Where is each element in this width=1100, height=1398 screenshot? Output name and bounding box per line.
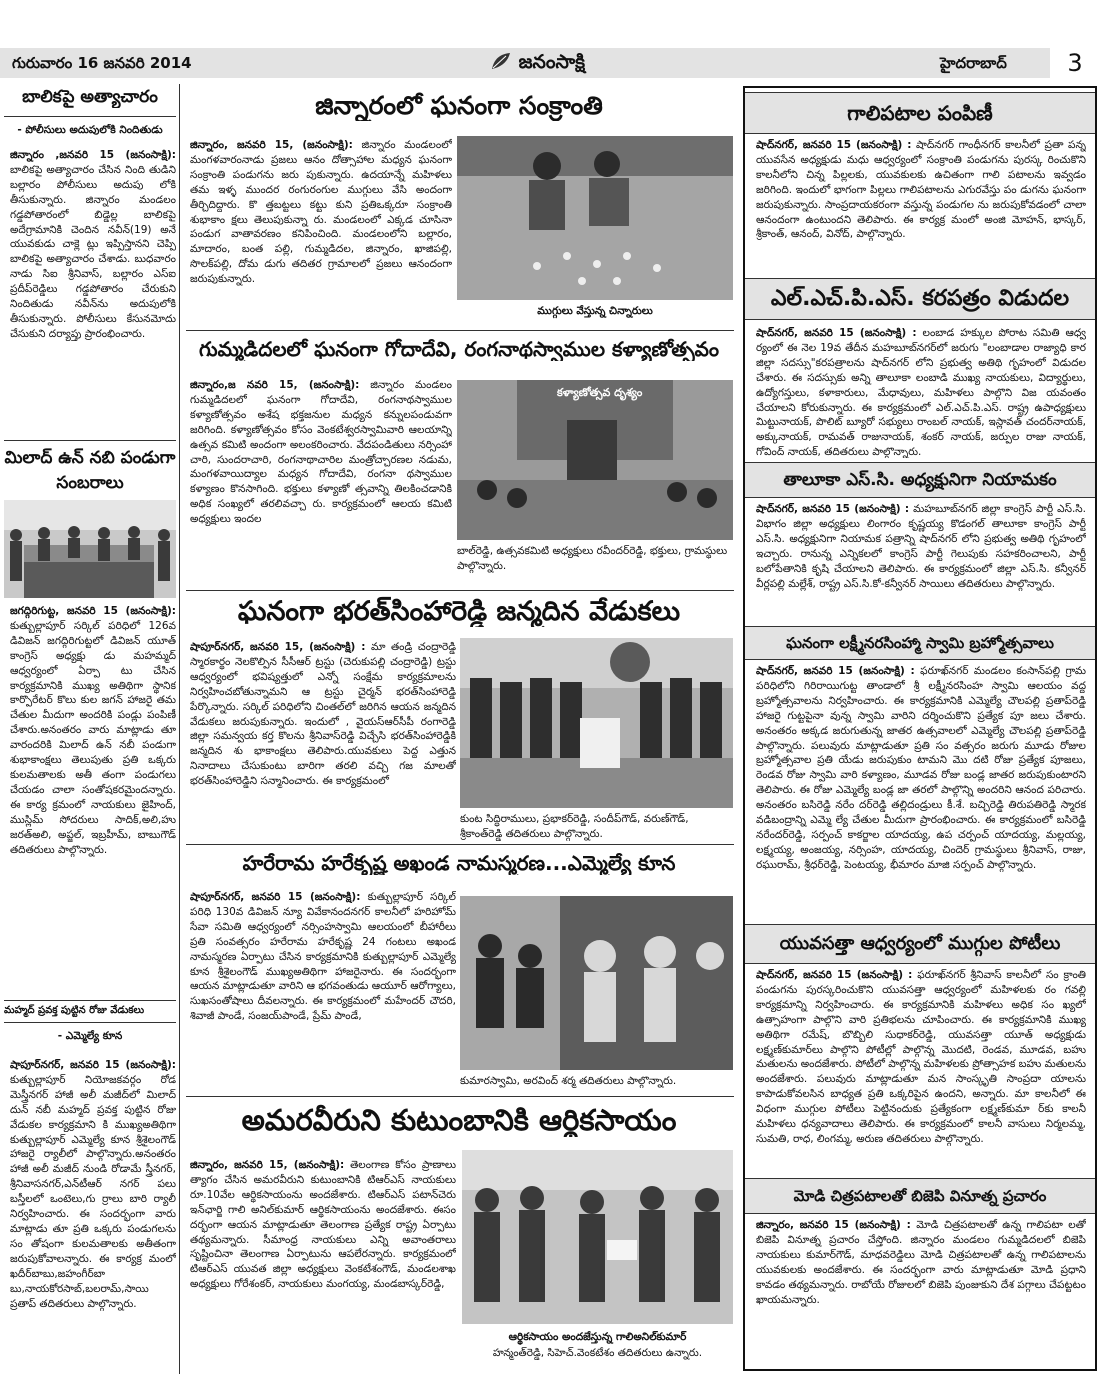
photo-caption-4: కుమారస్వామి, అరవింద్ శర్మ తదితరులు పాల్గొన్నారు. <box>460 1075 677 1087</box>
left-article-2 <box>10 604 176 996</box>
harerama-photo <box>460 896 733 1070</box>
photo-banner-text: కళ్యాణోత్సవ దృశ్యం <box>557 386 643 399</box>
left-article-1 <box>10 148 176 438</box>
dateline: జిన్నారం ,జనవరి 15 (జనంసాక్షి): <box>10 149 176 161</box>
article-text: కుత్బుల్లాపూర్ సర్కిల్ పరిధిలో 126వ డివిజన్ జగద్గిరిగుట్టలో డివిజన్ యూత్ కాంగ్రెస్ అధ్యక్షు డు మహమ్మద్ ఆధ్వర్యంలో ఏర్పా టు చేసిన కార్యక్రమానికి ముఖ్య అతిథిగా స్థానిక కార్పొరేటర్ కొలు కుల జగన్ హాజరై తమ చేతుల మీదుగా అందరికి పండ్లు పంపిణీ చేశారు.అనంతరం వారు మాట్లాడు తూ వారందరికి మిలాద్ ఉన్ నబీ పండుగా శుభాకాంక్షలు తెలుపుతు ప్రతి ఒక్కరు కులమతాలకు అతీ తంగా పండుగలు చేయడం చాలా సంతోషకరమైందన్నారు. ఈ కార్య క్రమంలో నాయకులు జైహింద్, ముస్లిమ్ సోదరులు సాదిక్,అలి,హు జరత్అలి, అప్జల్, ఇబ్రహీమ్, బాబుగౌడ్ తదితరులు పాల్గొన్నారు. <box>10 619 176 856</box>
article-text: ఫరూఖ్‌నగర్ మండలం కంసాన్‌పల్లి గ్రామ పరిధిలోని గిరిరాయిగుట్ట తాండాలో శ్రీ లక్ష్మీనరసింహ స్వామి ఆలయం వద్ద బ్రహ్మోత్సవాలను నిర్వహించారు. ఈ కార్యక్రమానికి ఎమ్మెల్యే చౌలపల్లి ప్రతాప్‌రెడ్డి హాజరై గుట్టపైనా వున్న స్వామి వారిని దర్శించుకొని ప్రత్యేక పూ జలు చేశారు. అనంతరం అక్కడ జరుగుతున్న జాతర ఉత్సవాలలో ఎమ్మెల్యే చౌలపల్లి ప్రతాప్‌రెడ్డి పాల్గొన్నారు. పలువురు మాట్లాడుతూ ప్రతి సం వత్సరం జరుగు మూడు రోజుల బ్రహ్మోత్సవాల ప్రతి యేడు జరుపుకుం టామని మొ దటి రోజు ప్రత్యేక పూజలు, రెండవ రోజు స్వామి వారి కళ్యాణం, మూడవ రోజు బండ్ల జాతర జరుపుకుంటారని తెలిపారు. ఈ రోజు ఎమ్మెల్యే బండ్ల జా తరలో పాల్గొన్ని అందరిని ఆనంద పరిచారు. అనంతరం బసిరెడ్డి నరేం దర్‌రెడ్డి తల్లిదండ్రులు కీ.శే. బచ్చిరెడ్డి తిరుపతిరెడ్డి స్మారక వడిబంద్రాన్ని ఎమ్మె ల్యే చేతుల మీదుగా ప్రారంభించారు. ఈ కార్యక్రమంలో బసిరెడ్డి నరేందర్‌రెడ్డి, సర్పంచ్ కాకర్జాల యాదయ్య, ఉప చర్పంచ్ యాదయ్య, మల్లయ్య, లక్ష్మయ్య, అంజయ్య, నర్సింహ, యాదయ్య, చిందెర్ గ్రామస్థులు శ్రీనివాస్, రాజు, రఘురామ్, శ్రీధర్‌రెడ్డి, పెంటయ్య, భీమారం మాజి సర్పంచ్ పాల్గొన్నారు. <box>756 665 1086 871</box>
dateline: జగద్గిరిగుట్ట, జనవరి 15 (జనంసాక్షి): <box>10 605 176 617</box>
center-article-3 <box>190 640 456 840</box>
right-article-5 <box>756 968 1086 1174</box>
center-headline-2: గుమ్మడిదలలో ఘనంగా గోదాదేవి, రంగనాథస్వాముల కళ్యాణోత్సవం <box>198 338 720 361</box>
divider <box>186 590 734 591</box>
divider <box>4 440 176 441</box>
masthead-logo <box>490 51 585 78</box>
center-headline-3: ఘనంగా భరత్‌సింహారెడ్డి జన్మదిన వేడుకలు <box>237 596 681 627</box>
left-headline-1: బాలికపై అత్యాచారం <box>22 88 158 107</box>
dateline: జిన్నారం, జనవరి 15, (జనంసాక్షి): <box>190 139 353 151</box>
center-headline-5: అమరవీరుని కుటుంబానికి ఆర్థికసాయం <box>241 1104 677 1137</box>
logo-text: జనంసాక్షి <box>518 51 585 73</box>
center-article-1 <box>190 138 452 348</box>
article-text: కుత్బుల్లాపూర్ నియోజకవర్గం రోడ మెస్త్రీనగర్ హాజీ అలీ మజీద్‌లో మిలాద్ దున్ నబీ మహ్మద్ ప్రవక్త పుట్టిన రోజు వేడుకల కార్యక్రమాని కి ముఖ్యఅతిథిగా కుత్బుల్లాపూర్ ఎమ్మెల్యే కూన శ్రీశైలంగౌడ్ హాజరై ర్యాలీలో పాల్గొన్నారు.అనంతరం హాజీ అలీ మజీద్ నుండి రోడామే స్త్రీనగర్, శ్రీనివాసనగర్,ఎన్‌టీఆర్ నగర్ పలు బస్తీలలో ఒంటెలు,గు ర్రాలు బారి ర్యాలీ నిర్వహించారు. ఈ సందర్భంగా వారు మాట్లాడు తూ ప్రతి ఒక్కరు పండుగలను సం తోషంగా కులమతాలకు అతీతంగా జరుపుకోవాలన్నారు. ఈ కార్యక్ర మంలో ఖదీర్‌బాబు,జహంగీర్‌బా బు,నాయకోరసాబ్,బలరామ్,సాయి ప్రతాప్ తదితరులు పాల్గొన్నారు. <box>10 1073 176 1310</box>
article-text: జిన్నారం మండలం గుమ్మడిదలలో ఘనంగా గోదాదేవి, రంగనాథస్వాముల కళ్యాణోత్సవం అశేష భక్తజనుల మధ్యన కన్నులపండువగా జరిగింది. కళ్యాణోత్సవం కోసం వెంకటేశ్వరస్వామివారి ఆలయాన్ని ఉత్సవ కమిటి అందంగా అలంకరించారు. వేదపండితులు నర్సింహా చారి, సుందరాచారి, రంగనాథాచారిల మంత్రోచ్చారణల నడుమ, మంగళవాయిద్యాల మధ్యన గోదాదేవి, రంగనా థస్వాముల కళ్యాణం కొనసాగింది. భక్తులు కళ్యాణో త్సవాన్ని తిలకించడానికి అధిక సంఖ్యలో తరలివచ్చా రు. కార్యక్రమంలో ఆలయ కమిటి అధ్యక్షులు ఇందల <box>190 379 452 526</box>
right-headline-1: గాలిపటాల పంపిణీ <box>745 92 1095 134</box>
milad-photo <box>4 500 176 598</box>
photo-caption-3: కుంట సిద్ధిరాములు, ప్రభాకర్‌రెడ్డి, సందీప్‌గౌడ్, వరుణ్‌గౌడ్, శ్రీకాంత్‌రెడ్డి తదితరులు పాల్గొన్నారు. <box>460 813 689 840</box>
center-headline-4: హరేరామ హరేకృష్ణ అఖండ నామస్మరణ...ఎమ్మెల్యే కూన <box>242 852 676 875</box>
left-headline-3: మహ్మద్ ప్రవక్త పుట్టిన రోజు వేడుకలు <box>4 1005 145 1016</box>
aid-photo <box>462 1150 733 1324</box>
right-headline-3: తాలూకా ఎస్.సి. అధ్యక్షునిగా నియామకం <box>745 462 1095 498</box>
dateline: షాద్‌నగర్, జనవరి 15 (జనంసాక్షి) : <box>756 139 912 151</box>
right-headline-4: ఘనంగా లక్ష్మీనరసింహ్మా స్వామి బ్రహ్మోత్సవాలు <box>745 626 1095 660</box>
article-text: లంబాడ హక్కుల పోరాట సమితి ఆధ్వ ర్యంలో ఈ నెల 19వ తేదీన మహబూబ్‌నగర్‌లో జరుగు "లంబాడాల రాజ్యాధి కార జిల్లా సదస్సు"కరపత్రాలను షాద్‌నగర్ లోని ప్రభుత్వ అతిథి గృహంలో విడుదల చేశారు. ఈ సదస్సుకు అన్ని తాలూకా లంబాడి ముఖ్య నాయకులు, విద్యార్థులు, ఉద్యోగస్తులు, కళాకారులు, మేధావులు, మహిళలు పాల్గొని విజ యవంతం చేయాలని కోరుకున్నారు. ఈ కార్యక్రమంలో ఎల్.ఎచ్.పి.ఎస్. రాష్ట్ర ఉపాధ్యక్షులు మిట్టునాయక్, పొలిట్ బ్యూరో సభ్యులు రాంబల్ నాయక్, ఇస్లావత్ చందర్‌నాయక్, అక్కునాయక్, రామవత్ రాజునాయక్, శంకర్ నాయక్, జర్పుల రాజు నాయక్, గోవింద్ నాయక్, తదితరులు పాల్గొన్నారు. <box>756 327 1086 458</box>
logo-leaf-icon <box>490 51 512 71</box>
center-article-2 <box>190 378 452 590</box>
right-article-6 <box>756 1218 1086 1364</box>
photo-caption-1: ముగ్గులు వేస్తున్న చిన్నారులు <box>537 305 653 317</box>
header-city: హైదరాబాద్ <box>940 54 1007 72</box>
dateline: షాపూర్‌నగర్, జనవరి 15, (జనంసాక్షి) : <box>190 641 366 653</box>
article-text: తెలంగాణ కోసం ప్రాణాలు త్యాగం చేసిన అమరవీరుని కుటుంబానికి టిఆర్ఎస్ నాయకులు రూ.10వేల ఆర్థికసాయంను అందజేశారు. టిఆర్ఎస్ పటాన్‌చెరు ఇన్‌ఛార్జి గాలి అనిల్‌కుమార్ ఆర్థికసాయంను అందజేశారు. ఈసం దర్భంగా ఆయన మాట్లాడుతూ తెలంగాణ ప్రత్యేక రాష్ట్ర ఏర్పాటు తథ్యమన్నారు. సీమాంధ్ర నాయకులు ఎన్ని అవాంతరాలు సృష్టించినా తెలంగాణ ఏర్పాటును ఆపలేరన్నారు. కార్యక్రమంలో టిఆర్ఎస్ యువత జిల్లా అధ్యక్షులు వెంకటేశంగౌడ్, మండలశాఖ అధ్యక్షులు గోరేశంకర్, నాయకులు మంగయ్య, మండబాస్కర్‌రెడ్డి, <box>190 1159 456 1291</box>
right-article-1 <box>756 138 1086 274</box>
dateline: జిన్నారం,జ నవరి 15, (జనంసాక్షి): <box>190 379 360 391</box>
header-date: గురువారం 16 జనవరి 2014 <box>12 54 192 72</box>
divider <box>4 116 176 117</box>
photo-caption-5: హన్మంత్‌రెడ్డి, సిహెచ్.వెంకటేశం తదితరులు ఉన్నారు. <box>492 1347 703 1359</box>
page-header <box>0 48 1100 78</box>
dateline: షాద్‌నగర్, జనవరి 15 (జనంసాక్షి) : <box>756 665 915 677</box>
divider <box>186 1096 734 1097</box>
page-number: 3 <box>1050 48 1100 78</box>
center-article-5 <box>190 1158 456 1370</box>
right-article-4 <box>756 664 1086 916</box>
left-subhead-1: - పోలీసులు అదుపులోకి నిందితుడు <box>17 124 163 136</box>
article-text: జిన్నారం మండలంలో మంగళవారంనాడు ప్రజలు ఆనం దోత్సాహాల మధ్యన ఘనంగా సంక్రాంతి పండుగను జరు పుకున్నారు. ఉదయాన్నే మహిళలు తమ ఇళ్ళ ముందర రంగురంగుల ముగ్గులు వేసి అందంగా తీర్చిదిద్దారు. కొ త్తబట్టలు కట్టు కుని ప్రతిఒక్కరూ సంక్రాంతి శుభాకాం క్షలు తెలుపుకున్నా రు. మండలంలో ఎక్కడ చూసినా పండుగ వాతావరణం కనిపించింది. మండలంలోని బల్లారం, మాదారం, బంత పల్లి, గుమ్మడిదల, జిన్నారం, ఖాజిపల్లి, సొలక్‌పల్లి, దోమ డుగు తదితర గ్రామాలలో ప్రజలు ఆనందంగా జరుపుకున్నారు. <box>190 139 452 286</box>
article-text: మా తండ్రి చంద్రారెడ్డి స్మారకార్థం నెలకొల్పిన సీసీఆర్ ట్రస్టు (చెరుకుపల్లి చంద్రారెడ్డి) ట్రస్టు ఆధ్వర్యంలో భవిష్యత్తులో ఎన్నో సంక్షేమ కార్యక్రమాలను నిర్వహించబోతున్నామని ఆ ట్రస్టు చైర్మన్ భరత్‌సింహారెడ్డి పేర్కొన్నారు. సర్కిల్ పరిధిలోని చింతల్‌లో జరిగిన ఆయన జన్మదిన వేడుకలు జరుపుకున్నారు. ఇందులో , వైయస్ఆర్‌సీపీ రంగారెడ్డి జిల్లా సమన్వయ కర్త కొలను శ్రీనివాస్‌రెడ్డి విచ్చేసి భరత్‌సింహారెడ్డికి జన్మదిన శు భాకాంక్షలు తెలిపారు.యువకులు పెద్ద ఎత్తున నినాదాలు చేసుకుంటు బారిగా తరలి వచ్చి గజ మాలతో భరత్‌సింహారెడ్డిని సన్మానించారు. ఈ కార్యక్రమంలో <box>190 641 456 788</box>
kalyanotsavam-photo <box>457 380 733 540</box>
left-article-3 <box>10 1058 176 1372</box>
article-text: మహబూబ్‌నగర్ జిల్లా కాంగ్రెస్ పార్టీ ఎస్.సి. విభాగం జిల్లా అధ్యక్షులు లింగారం కృష్ణయ్య కొడంగల్ తాలూకా కాంగ్రెస్ పార్టీ ఎస్.సి. అధ్యక్షునిగా నియామక పత్రాన్ని షాద్‌నగర్ లోని ప్రభుత్వ అతిథి గృహంలో ఇచ్చారు. రానున్న ఎన్నికలలో కాంగ్రెస్ పార్టీ గెలుపుకు సహకరించాలని, పార్టీ బలోపేతానికి కృషి చేయాలని తెలిపారు. ఈ కార్యక్రమంలో జిల్లా ఎస్.సి. కన్వీనర్ వీర్లపల్లి మల్లేశ్, రాష్ట్ర ఎస్.సి.కో-కన్వీనర్ సాయిలు తదితరులు పాల్గొన్నారు. <box>756 503 1086 590</box>
article-text: బాలికపై అత్యాచారం చేసిన నింది తుడిని బల్లారం పోలీసులు అదుపు లోకి తీసుకున్నారు. జిన్నారం మండలం గడ్డపోతారంలో బిడ్డెల్ల బాలికపై అదేగ్రామానికి చెందిన నవీన్(19) అనే యువకుడు చాక్లె ట్లు ఇప్పిస్తానని చెప్పి బాలికపై అత్యాచారం చేశాడు. బుధవారం నాడు సిఐ శ్రీనివాస్, బల్లారం ఎస్ఐ ప్రదీప్‌రెడ్డిలు గడ్డపోతారం చేరుకుని నిందితుడు నవీన్‌ను అదుపులోకి తీసుకున్నారు. పోలీసులు కేసునమోదు చేసుకుని దర్యాప్తు ప్రారంభించారు. <box>10 163 176 340</box>
right-article-3 <box>756 502 1086 620</box>
divider <box>4 1022 176 1023</box>
divider <box>186 844 734 845</box>
divider <box>4 1000 176 1001</box>
center-article-4 <box>190 890 456 1090</box>
dateline: షాపూర్‌నగర్, జనవరి 15 (జనంసాక్షి): <box>10 1059 176 1071</box>
dateline: షాద్‌నగర్, జనవరి 15 (జనంసాక్షి) : <box>756 327 917 339</box>
left-headline-2: మిలాద్ ఉన్ నబి పండుగా సంబరాలు <box>4 448 176 493</box>
right-headline-2: ఎల్.ఎచ్.పి.ఎస్. కరపత్రం విడుదల <box>745 278 1095 320</box>
article-text: మోడి చిత్రపటాలతో ఉన్న గాలిపటా లతో బిజెపి వినూత్న ప్రచారం చేస్తోంది. జిన్నారం మండలం గుమ్మడిదలలో బిజెపి నాయకులు కుమార్‌గౌడ్, మాధవరెడ్డిలు మోడి చిత్రపటాలతో ఉన్న గాలిపటాలను యువకులకు అందజేశారు. ఈ సందర్భంగా వారు మాట్లాడుతూ మోడి ప్రధాని కావడం తథ్యమన్నారు. రాబోయే రోజులలో బిజెపి పుంజుకుని దేశ పగ్గాలు చేపట్టటం ఖాయమన్నారు. <box>756 1219 1086 1306</box>
birthday-photo <box>460 638 733 808</box>
dateline: జిన్నారం, జనవరి 15, (జనంసాక్షి): <box>190 1159 345 1171</box>
article-text: షాద్‌నగర్ గాంధీనగర్ కాలనీలో ప్రతా పన్న యువసేన అధ్యక్షుడు మధు ఆధ్వర్యంలో సంక్రాంతి పండుగను పురస్క రించుకొని కాలనీలోని చిన్న పిల్లలకు, యువకులకు ఉచితంగా గాలి పటాలను ఇవ్వడం జరిగింది. ఇందులో భాగంగా పిల్లలు గాలిపటాలను ఎగురవేస్తు పం డుగను ఘనంగా జరుపుకున్నారు. సాంప్రదాయకరంగా వస్తున్న పండుగల ను జరుపుకోవడంలో చాలా ఆనందంగా ఉంటుందని తెలిపారు. ఈ కార్యక్ర మంలో అంజి మోహన్, భాస్కర్, శ్రీకాంత్, ఆనంద్, వినోద్, పాల్గొన్నారు. <box>756 139 1086 241</box>
photo-caption-2: బాల్‌రెడ్డి, ఉత్సవకమిటి అధ్యక్షులు రవీందర్‌రెడ్డి, భక్తులు, గ్రామస్థులు పాల్గొన్నారు. <box>457 545 728 572</box>
dateline: షాపూర్‌నగర్, జనవరి 15 (జనంసాక్షి): <box>190 891 361 903</box>
dateline: జిన్నారం, జనవరి 15 (జనంసాక్షి) : <box>756 1219 911 1231</box>
divider <box>186 330 734 331</box>
article-text: కుత్బుల్లాపూర్ సర్కిల్ పరిధి 130వ డివిజన్ న్యూ వివేకానందనగర్ కాలనీలో హరిహోమ్ సేవా సమితి ఆధ్వర్యంలో నర్సింహస్వామి ఆలయంలో బీహారీలు ప్రతి సంవత్సరం హరేరామ హరేకృష్ణ 24 గంటలు అఖండ నామస్మరణ ఏర్పాటు చేసిన కార్యక్రమానికి కుత్బుల్లాపూర్ ఎమ్మెల్యే కూన శ్రీశైలంగౌడ్ ముఖ్యఅతిథిగా హాజరైనారు. ఈ సందర్భంగా ఆయన మాట్లాడుతూ వారిని ఆ భగవంతుడు ఆయూర్ ఆరోగ్యాలు, సుఖసంతోషాలు దీవలన్నారు. ఈ కార్యక్రమంలో మహేందర్ చౌదరి, శివాజీ పాండే, సంజయ్‌పాండే, ప్రేమ్ పాండే, <box>190 891 456 1023</box>
right-headline-6: మోడి చిత్రపటాలతో బిజెపి వినూత్న ప్రచారం <box>745 1178 1095 1214</box>
photo-caption-5-bold: ఆర్థికసాయం అందజేస్తున్న గాలిఅనిల్‌కుమార్ <box>508 1331 687 1343</box>
dateline: షాద్‌నగర్, జనవరి 15 (జనంసాక్షి) : <box>756 503 910 515</box>
left-subhead-3: - ఎమ్మెల్యే కూన <box>57 1030 123 1042</box>
right-headline-5: యువసత్తా ఆధ్వర్యంలో ముగ్గుల పోటీలు <box>745 924 1095 964</box>
rangoli-photo <box>457 136 733 300</box>
right-article-2 <box>756 326 1086 458</box>
dateline: షాద్‌నగర్, జనవరి 15 (జనంసాక్షి) : <box>756 969 913 981</box>
article-text: ఫరూఖ్‌నగర్ శ్రీనివాస్ కాలనీలో సం క్రాంతి పండుగను పురస్కరించుకొని యువసత్తా ఆధ్వర్యంలో మహిళలకు రం గవల్లి కార్యక్రమాన్ని నిర్వహించారు. ఈ కార్యక్రమానికి మహిళలు అధిక సం ఖ్యలో ఉత్సాహంగా పాల్గొని వారి ప్రతిభలను చూపించారు. ఈ కార్యక్రమానికి ముఖ్య అతిథిగా రమేష్, బొబ్బిలి సుధాకర్‌రెడ్డి, యువసత్తా యూత్ అధ్యక్షుడు లక్ష్మణ్‌కుమార్‌లు పాల్గొని పోటీల్లో పాల్గొన్న మొదటి, రెండవ, మూడవ, బహు మతులను అందజేశారు. పోటీలో పాల్గొన్న మహిళలకు ప్రోత్సాహక బహు మతులను అందజేశారు. పలువురు మాట్లాడుతూ మన సాంస్కృతి సాంప్రదా యాలను కాపాడుకోవలసిన బాధ్యత ప్రతి ఒక్కరిపైన ఉందని, అన్నారు. మా కాలనీలో ఈ విధంగా ముగ్గుల పోటీలు పెట్టినందుకు ప్రత్యేకంగా లక్ష్మణ్‌కుమా ర్‌కు కాలనీ మహిళలు ధన్యవాదాలు తెలిపారు. ఈ కార్యక్రమంలో కాలనీ వాసులు నిర్మలమ్మ, సుమతి, రాధ, లింగమ్మ, అరుణ తదితరులు పాల్గొన్నారు. <box>756 969 1086 1145</box>
center-headline-1: జిన్నారంలో ఘనంగా సంక్రాంతి <box>315 92 603 120</box>
column-rule-left <box>179 84 180 1374</box>
